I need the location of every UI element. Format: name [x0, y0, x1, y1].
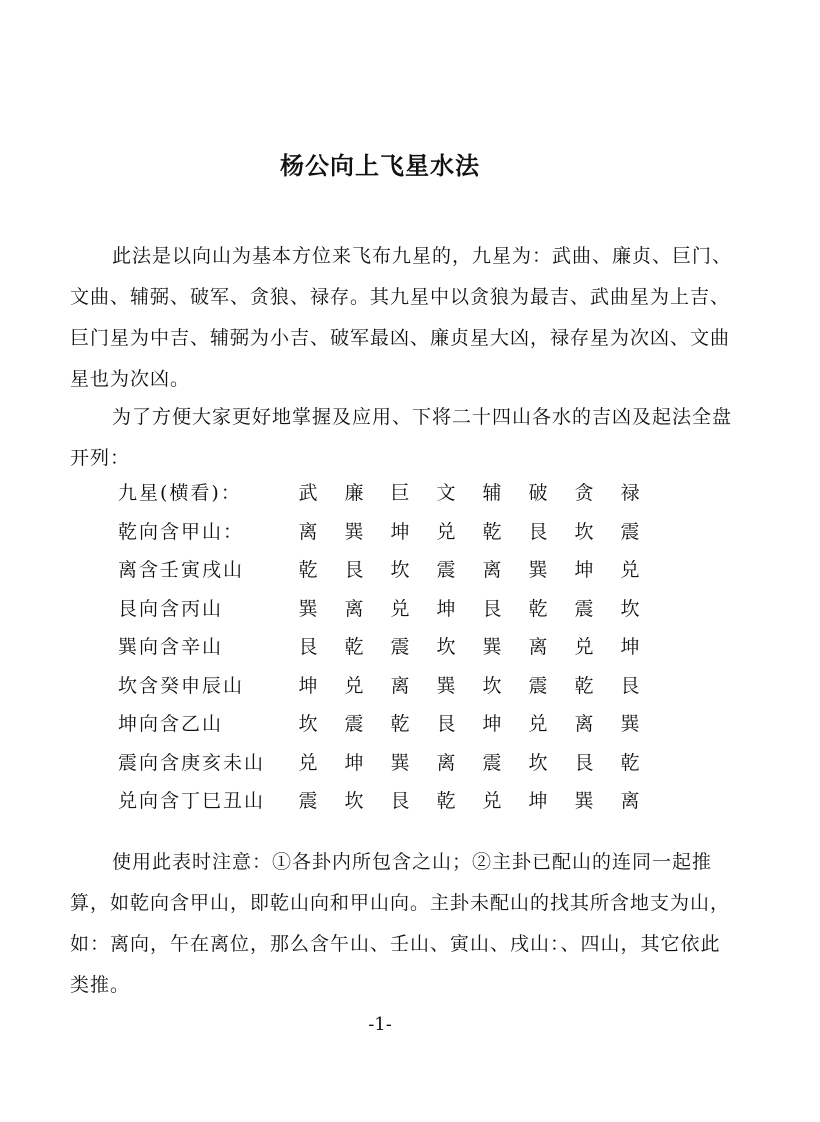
table-cell: 坤 [298, 674, 318, 697]
table-cell: 离 [482, 559, 502, 581]
table-cell: 坤 [574, 559, 594, 581]
table-cell: 艮 [620, 674, 640, 697]
table-cell: 乾 [482, 520, 502, 543]
table-body [118, 513, 678, 821]
table-cell: 坎 [574, 520, 594, 543]
table-cell: 震 [436, 559, 456, 581]
page-number: -1- [368, 1014, 392, 1035]
table-cell: 辅 [482, 482, 502, 504]
table-row-label: 坤向含乙山 [118, 713, 224, 735]
table-cell: 艮 [344, 559, 364, 581]
nine-star-table [118, 474, 678, 821]
table-cell: 兑 [528, 713, 548, 735]
table-cell: 兑 [620, 559, 640, 581]
intro-paragraph: 此法是以向山为基本方位来飞布九星的，九星为：武曲、廉贞、巨门、文曲、辅弼、破军、贪狼、禄存。其九星中以贪狼为最吉、武曲星为上吉、巨门星为中吉、辅弼为小吉、破军最凶、廉贞星大凶，禄存星为次凶、文曲星也为次凶。 [70, 245, 733, 390]
table-cell: 武 [298, 482, 318, 504]
table-cell: 离 [298, 520, 318, 543]
table-cell: 廉 [344, 482, 364, 504]
table-cell: 巨 [390, 482, 410, 504]
table-cell: 乾 [528, 597, 548, 620]
table-header-row [118, 474, 678, 513]
table-cell: 文 [436, 482, 456, 504]
table-cell: 巽 [574, 790, 594, 812]
table-row [118, 782, 678, 821]
table-row-label: 艮向含丙山 [118, 597, 224, 620]
table-row [118, 667, 678, 706]
table-cell: 乾 [574, 674, 594, 697]
table-cell: 兑 [344, 674, 364, 697]
table-row-label: 离含壬寅戌山 [118, 559, 245, 581]
page-title: 杨公向上飞星水法 [280, 152, 480, 180]
table-cell: 乾 [390, 713, 410, 735]
table-row [118, 513, 678, 552]
table-cell: 坤 [620, 636, 640, 658]
table-cell: 坎 [528, 751, 548, 774]
table-cell: 坎 [436, 636, 456, 658]
table-row [118, 744, 678, 783]
table-cell: 巽 [390, 751, 410, 774]
table-intro-paragraph: 为了方便大家更好地掌握及应用、下将二十四山各水的吉凶及起法全盘开列： [70, 406, 733, 469]
table-cell: 坤 [390, 520, 410, 543]
table-cell: 乾 [344, 636, 364, 658]
table-cell: 坎 [344, 790, 364, 812]
table-cell: 艮 [436, 713, 456, 735]
table-cell: 兑 [298, 751, 318, 774]
table-row-label: 震向含庚亥未山 [118, 751, 266, 774]
table-row-label: 坎含癸申辰山 [118, 674, 245, 697]
table-cell: 破 [528, 482, 548, 504]
table-cell: 离 [344, 597, 364, 620]
table-cell: 巽 [344, 520, 364, 543]
table-row [118, 628, 678, 667]
table-cell: 离 [528, 636, 548, 658]
table-cell: 乾 [298, 559, 318, 581]
table-cell: 离 [620, 790, 640, 812]
table-cell: 震 [344, 713, 364, 735]
table-cell: 艮 [482, 597, 502, 620]
table-cell: 离 [436, 751, 456, 774]
table-cell: 贪 [574, 482, 594, 504]
table-cell: 兑 [482, 790, 502, 812]
table-row [118, 590, 678, 629]
table-cell: 震 [390, 636, 410, 658]
table-cell: 巽 [620, 713, 640, 735]
table-row [118, 705, 678, 744]
table-row-label: 兑向含丁巳丑山 [118, 790, 266, 812]
table-row-label: 乾向含甲山： [118, 520, 245, 543]
table-cell: 震 [482, 751, 502, 774]
table-cell: 震 [574, 597, 594, 620]
usage-note-paragraph: 使用此表时注意：①各卦内所包含之山；②主卦已配山的连同一起推算，如乾向含甲山，即乾山向和甲山向。主卦未配山的找其所含地支为山，如：离向，午在离位，那么含午山、壬山、寅山、戌山：、四山，其它依此类推。 [70, 851, 731, 996]
table-cell: 震 [620, 520, 640, 543]
table-cell: 巽 [298, 597, 318, 620]
table-cell: 坎 [482, 674, 502, 697]
table-cell: 巽 [436, 674, 456, 697]
table-cell: 艮 [574, 751, 594, 774]
table-row [118, 551, 678, 590]
table-cell: 坎 [390, 559, 410, 581]
table-cell: 兑 [390, 597, 410, 620]
table-cell: 坎 [620, 597, 640, 620]
table-cell: 兑 [436, 520, 456, 543]
table-cell: 坤 [344, 751, 364, 774]
table-cell: 离 [574, 713, 594, 735]
table-cell: 乾 [620, 751, 640, 774]
table-cell: 艮 [390, 790, 410, 812]
table-cell: 震 [298, 790, 318, 812]
table-row-label: 九星(横看)： [118, 482, 242, 504]
table-cell: 兑 [574, 636, 594, 658]
table-cell: 坤 [436, 597, 456, 620]
table-cell: 离 [390, 674, 410, 697]
table-cell: 艮 [298, 636, 318, 658]
table-cell: 乾 [436, 790, 456, 812]
table-cell: 巽 [528, 559, 548, 581]
table-cell: 坎 [298, 713, 318, 735]
table-cell: 禄 [620, 482, 640, 504]
table-cell: 艮 [528, 520, 548, 543]
table-cell: 坤 [482, 713, 502, 735]
table-cell: 巽 [482, 636, 502, 658]
table-cell: 坤 [528, 790, 548, 812]
table-cell: 震 [528, 674, 548, 697]
table-row-label: 巽向含辛山 [118, 636, 224, 658]
